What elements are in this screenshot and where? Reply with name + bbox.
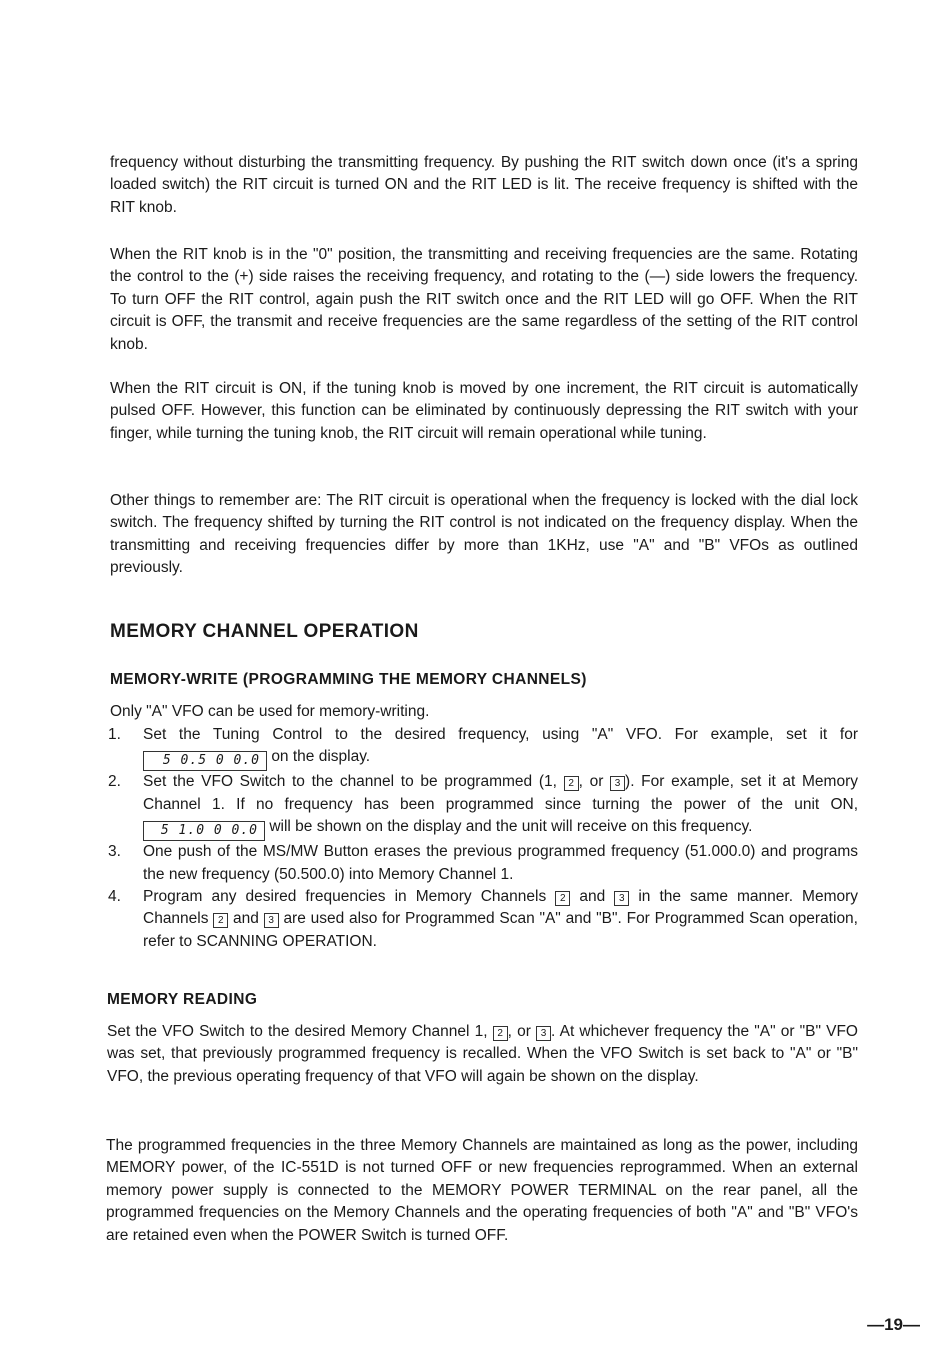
step-text: on the display. — [271, 748, 371, 766]
step-text: and — [233, 910, 259, 928]
channel-3-box: 3 — [610, 776, 625, 791]
step-text: will be shown on the display and the unit will receive on this frequency. — [269, 818, 753, 836]
memory-write-intro: Only "A" VFO can be used for memory-writing. — [110, 703, 430, 720]
channel-3-box: 3 — [536, 1026, 551, 1041]
step-4 — [108, 886, 858, 953]
page-number: —19— — [867, 1315, 920, 1334]
step-text: in the same manner. Memory Channels — [143, 888, 859, 928]
step-text: and — [579, 888, 606, 906]
frequency-display: 5 0.5 0 0.0 — [143, 751, 267, 771]
channel-2-box: 2 — [213, 913, 228, 928]
reading-text: Set the VFO Switch to the desired Memory Channel 1, — [107, 1023, 488, 1040]
section-heading: MEMORY CHANNEL OPERATION — [110, 621, 419, 642]
rit-paragraph-2: When the RIT knob is in the "0" position, the transmitting and receiving frequencies are the same. Rotating the control to the (+) side raises the receiving frequency, and rotating to the (—) side lowers the frequency. To turn OFF the RIT control, again push the RIT switch once and the RIT LED will go OFF. When the RIT circuit is OFF, the transmit and receive frequencies are the same regardless of the setting of the RIT control knob. — [110, 246, 858, 353]
step-text: , or — [578, 773, 604, 791]
step-text: ). For example, set it at Memory Channel 1. If no frequency has been programmed since turning the power of the unit ON, — [143, 773, 858, 813]
step-text: are used also for Programmed Scan "A" and "B". For Programmed Scan operation, refer to SCANNING OPERATION. — [143, 910, 858, 950]
reading-text: . At whichever frequency the "A" or "B" VFO was set, that previously programmed frequency is recalled. When the VFO Switch is set back to "A" or "B" VFO, the previous operating frequency of that VFO will again be shown on the display. — [107, 1023, 858, 1085]
step-number: 2. — [108, 773, 121, 791]
rit-paragraph-3: When the RIT circuit is ON, if the tuning knob is moved by one increment, the RIT circuit is automatically pulsed OFF. However, this function can be eliminated by continuously depressing the RIT switch with your finger, while turning the tuning knob, the RIT circuit will remain operational while tuning. — [110, 380, 858, 442]
subheading-memory-write: MEMORY-WRITE (PROGRAMMING THE MEMORY CHANNELS) — [110, 671, 587, 688]
rit-paragraph-1: frequency without disturbing the transmitting frequency. By pushing the RIT switch down once (it's a spring loaded switch) the RIT circuit is turned ON and the RIT LED is lit. The receive frequency is shifted with the RIT knob. — [110, 154, 858, 216]
step-number: 4. — [108, 888, 121, 906]
step-2 — [108, 771, 858, 841]
step-1 — [108, 724, 858, 771]
reading-text: , or — [507, 1023, 531, 1040]
channel-3-box: 3 — [264, 913, 279, 928]
subheading-memory-reading: MEMORY READING — [107, 991, 258, 1008]
memory-write-steps — [108, 724, 858, 953]
step-number: 1. — [108, 726, 121, 743]
frequency-display: 5 1.0 0 0.0 — [143, 821, 265, 841]
step-number: 3. — [108, 843, 121, 861]
channel-2-box: 2 — [493, 1026, 508, 1041]
step-text: Set the Tuning Control to the desired frequency, using "A" VFO. For example, set it for — [143, 726, 858, 743]
rit-paragraph-4: Other things to remember are: The RIT circuit is operational when the frequency is locked with the dial lock switch. The frequency shifted by turning the RIT control is not indicated on the frequency display. When the transmitting and receiving frequencies differ by more than 1KHz, use "A" and "B" VFOs as outlined previously. — [110, 492, 858, 577]
step-3 — [108, 841, 858, 886]
memory-reading-paragraph — [107, 1021, 858, 1088]
memory-retention-paragraph: The programmed frequencies in the three Memory Channels are maintained as long as the power, including MEMORY power, of the IC-551D is not turned OFF or new frequencies reprogrammed. When an external memory power supply is connected to the MEMORY POWER TERMINAL on the rear panel, all the programmed frequencies on the Memory Channels and the operating frequencies of both "A" and "B" VFO's are retained even when the POWER Switch is turned OFF. — [106, 1137, 858, 1244]
channel-3-box: 3 — [614, 891, 629, 906]
channel-2-box: 2 — [555, 891, 570, 906]
channel-2-box: 2 — [564, 776, 579, 791]
step-text: One push of the MS/MW Button erases the previous programmed frequency (51.000.0) and programs the new frequency (50.500.0) into Memory Channel 1. — [143, 843, 858, 883]
step-text: Set the VFO Switch to the channel to be programmed (1, — [143, 773, 557, 791]
step-text: Program any desired frequencies in Memory Channels — [143, 888, 547, 906]
